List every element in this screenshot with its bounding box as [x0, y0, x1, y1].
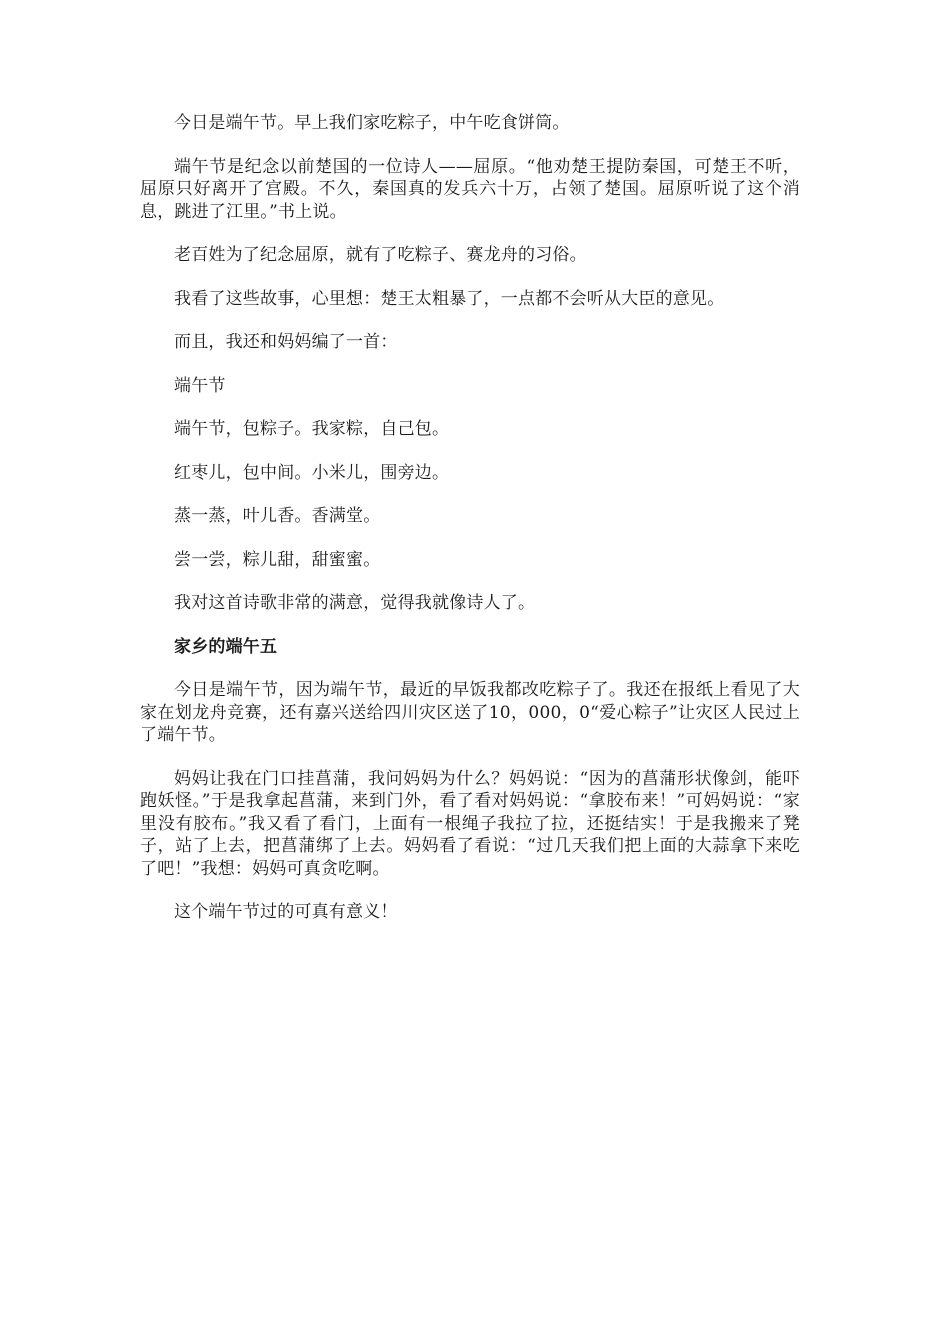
paragraph: 端午节是纪念以前楚国的一位诗人——屈原。“他劝楚王提防秦国，可楚王不听，屈原只好离开了宫殿。不久，秦国真的发兵六十万，占领了楚国。屈原听说了这个消息，跳进了江里。”书上说。	[140, 156, 800, 222]
paragraph: 今日是端午节，因为端午节，最近的早饭我都改吃粽子了。我还在报纸上看见了大家在划龙舟竞赛，还有嘉兴送给四川灾区送了10，000，0“爱心粽子”让灾区人民过上了端午节。	[140, 680, 800, 745]
section-heading: 家乡的端午五	[174, 636, 278, 657]
poem-title: 端午节	[174, 375, 226, 396]
paragraph: 妈妈让我在门口挂菖蒲，我问妈妈为什么？妈妈说：“因为的菖蒲形状像剑，能吓跑妖怪。”于是我拿起菖蒲，来到门外，看了看对妈妈说：“拿胶布来！”可妈妈说：“家里没有胶布。”我又看了看门，上面有一根绳子我拉了拉，还挺结实！于是我搬来了凳子，站了上去，把菖蒲绑了上去。妈妈看了看说：“过几天我们把上面的大蒜拿下来吃了吧！”我想：妈妈可真贪吃啊。	[140, 768, 800, 879]
paragraph: 我对这首诗歌非常的满意，觉得我就像诗人了。	[174, 593, 536, 613]
poem-line: 蒸一蒸，叶儿香。香满堂。	[174, 506, 381, 526]
document-page	[140, 112, 800, 945]
paragraph: 我看了这些故事，心里想：楚王太粗暴了，一点都不会听从大臣的意见。	[174, 288, 725, 309]
paragraph: 而且，我还和妈妈编了一首：	[174, 332, 398, 352]
poem-line: 端午节，包粽子。我家粽，自己包。	[174, 419, 450, 439]
paragraph: 今日是端午节。早上我们家吃粽子，中午吃食饼筒。	[174, 113, 570, 133]
poem-line: 尝一尝，粽儿甜，甜蜜蜜。	[174, 549, 381, 570]
paragraph: 老百姓为了纪念屈原，就有了吃粽子、赛龙舟的习俗。	[174, 245, 587, 265]
paragraph: 这个端午节过的可真有意义！	[174, 902, 398, 922]
poem-line: 红枣儿，包中间。小米儿，围旁边。	[174, 462, 450, 483]
